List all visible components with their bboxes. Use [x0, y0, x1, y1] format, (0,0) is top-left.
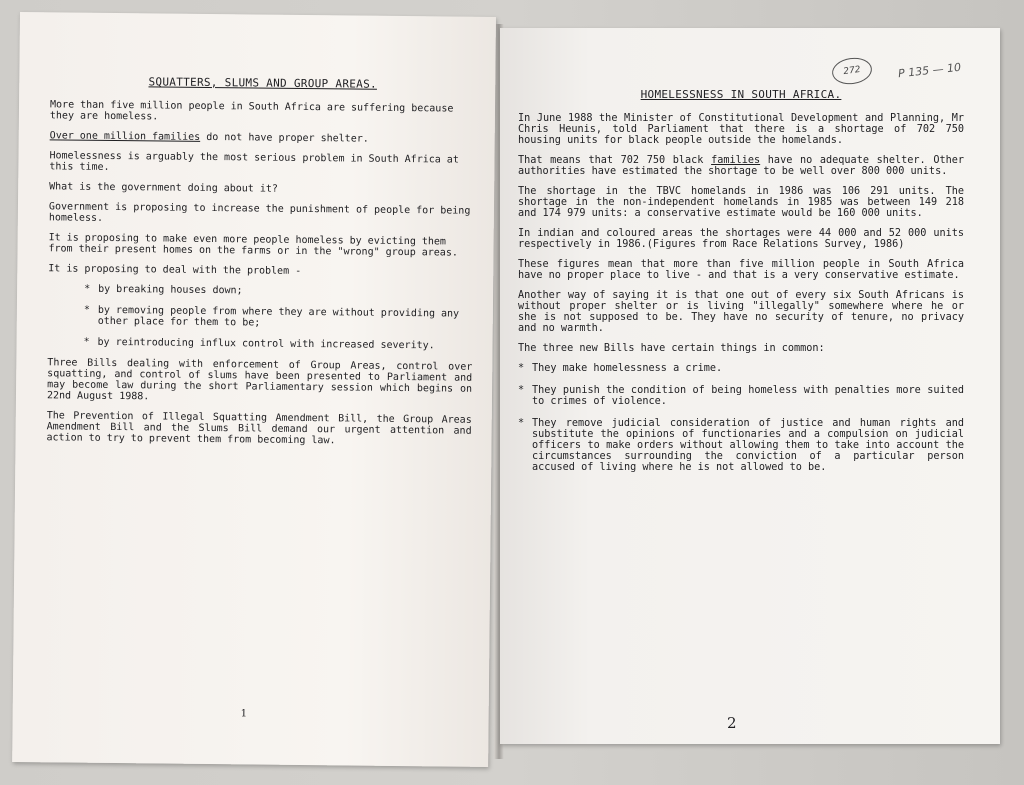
bullet-mark: *	[518, 418, 525, 429]
list-item	[518, 385, 964, 407]
page-number-left: 1	[240, 708, 248, 720]
list-item	[518, 363, 964, 374]
bullet-mark: *	[83, 304, 90, 316]
right-paragraph-2-start: That means that 702 750 black	[518, 155, 712, 166]
right-page	[500, 28, 1000, 744]
list-item-text: They remove judicial consideration of justice and human rights and substitute the opinions of functionaries and a compulsion on judicial officers to make orders without allowing them to take into account the circumstances surrounding the conviction of a particular person accused of living where he is not allowed to be.	[532, 418, 964, 473]
underlined-word: families	[711, 155, 761, 166]
left-page-title: SQUATTERS, SLUMS AND GROUP AREAS.	[148, 75, 378, 91]
left-paragraph-6: It is proposing to make even more people homeless by evicting them from their present homes on the farms or in the "wrong" group areas.	[48, 232, 458, 259]
right-paragraph-1: In June 1988 the Minister of Constitutional Development and Planning, Mr Chris Heunis, told Parliament that there is a shortage of 702 750 housing units for black people outside the homelands.	[518, 113, 964, 146]
right-paragraph-5: These figures mean that more than five million people in South Africa have no proper place to live - and that is a very conservative estimate.	[518, 259, 964, 281]
list-item	[83, 336, 472, 352]
left-paragraph-9: The Prevention of Illegal Squatting Amendment Bill, the Group Areas Amendment Bill and the Slums Bill demand our urgent attention and action to try to prevent them from becoming law.	[46, 410, 472, 447]
right-paragraph-7: The three new Bills have certain things in common:	[518, 343, 825, 354]
right-bullet-list	[518, 363, 964, 473]
left-bullet-list	[47, 283, 473, 351]
left-paragraph-3: Homelessness is arguably the most serious problem in South Africa at this time.	[49, 150, 459, 173]
bullet-mark: *	[518, 363, 525, 374]
list-item-text: by reintroducing influx control with increased severity.	[97, 336, 435, 352]
left-paragraph-1: More than five million people in South Africa are suffering because they are homeless.	[49, 99, 454, 123]
right-page-title: HOMELESSNESS IN SOUTH AFRICA.	[640, 88, 842, 101]
list-item-text: They punish the condition of being homeless with penalties more suited to crimes of violence.	[532, 385, 964, 407]
bullet-mark: *	[518, 385, 525, 396]
right-paragraph-3: The shortage in the TBVC homelands in 1986 was 106 291 units. The shortage in the non-independent homelands in 1985 was between 149 218 and 174 979 units: a conservative estimate would be 160 000 units.	[518, 186, 964, 219]
list-item-text: by breaking houses down;	[98, 283, 243, 297]
underlined-phrase: Over one million families	[49, 130, 201, 143]
bullet-mark: *	[84, 283, 91, 295]
left-paragraph-2	[50, 130, 475, 145]
page-number-right: 2	[727, 714, 737, 732]
left-paragraph-2-rest: do not have proper shelter.	[200, 131, 369, 145]
left-paragraph-7: It is proposing to deal with the problem -	[48, 263, 302, 277]
left-paragraph-5: Government is proposing to increase the punishment of people for being homeless.	[48, 201, 471, 224]
right-paragraph-2	[518, 155, 964, 177]
left-question: What is the government doing about it?	[49, 181, 278, 195]
handwritten-circled-note: 272	[830, 55, 873, 86]
list-item	[518, 418, 964, 473]
left-paragraph-8: Three Bills dealing with enforcement of Group Areas, control over squatting, and control of slums have been presented to Parliament and may become law during the short Parliamentary session which begins on 22nd August 1988.	[46, 357, 473, 403]
right-paragraph-4: In indian and coloured areas the shortages were 44 000 and 52 000 units respectively in 1986.(Figures from Race Relations Survey, 1986)	[518, 228, 964, 250]
right-paragraph-2-end: have no adequate shelter. Other authorities have estimated the shortage to be well over 800 000 units.	[518, 155, 964, 177]
list-item-text: by removing people from where they are without providing any other place for them to be;	[97, 304, 460, 329]
bullet-mark: *	[83, 336, 90, 348]
handwritten-reference-note: P 135 — 10	[897, 60, 962, 81]
list-item	[84, 283, 473, 299]
list-item-text: They make homelessness a crime.	[532, 363, 723, 374]
right-paragraph-6: Another way of saying it is that one out of every six South Africans is without proper shelter or is living "illegally" somewhere where he or she is not supposed to be. They have no security of tenure, no privacy and no warmth.	[518, 290, 964, 334]
left-page	[12, 12, 496, 767]
list-item	[83, 304, 473, 331]
